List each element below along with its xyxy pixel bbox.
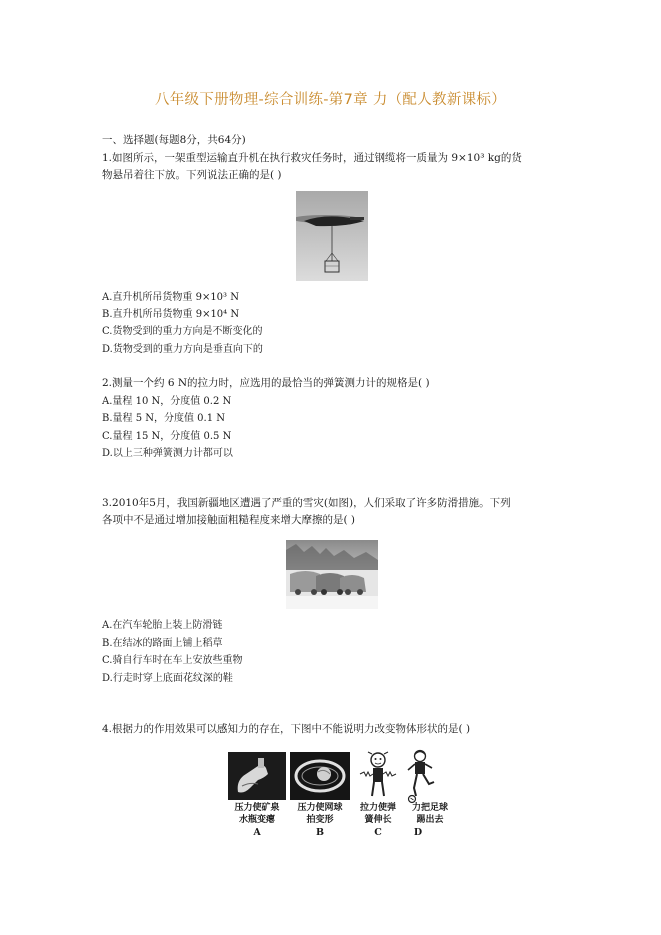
q1-stem-line2: 物悬吊着往下放。下列说法正确的是( )	[102, 169, 282, 181]
figure-c-spring-image	[356, 750, 400, 802]
document-title: 八年级下册物理-综合训练-第7章 力（配人教新课标）	[154, 92, 507, 108]
q4-stem: 4.根据力的作用效果可以感知力的存在，下图中不能说明力改变物体形状的是( )	[102, 723, 471, 735]
q3-stem-line1: 3.2010年5月，我国新疆地区遭遇了严重的雪灾(如图)，人们采取了许多防滑措施。下列	[102, 497, 511, 509]
q3-stem-line2: 各项中不是通过增加接触面粗糙程度来增大摩擦的是( )	[102, 514, 356, 526]
q1-option-c: C.货物受到的重力方向是不断变化的	[102, 326, 263, 337]
figure-a-caption: 压力使矿泉 水瓶变瘪	[234, 803, 280, 825]
figure-d-football-image	[402, 748, 438, 804]
q1-option-b: B.直升机所吊货物重 9×10⁴ N	[102, 309, 240, 320]
snow-disaster-image	[286, 540, 378, 609]
q2-option-c: C.量程 15 N，分度值 0.5 N	[102, 431, 232, 442]
figure-d-letter: D	[413, 827, 423, 838]
q1-option-d: D.货物受到的重力方向是垂直向下的	[102, 344, 263, 355]
q1-option-a: A.直升机所吊货物重 9×10³ N	[102, 292, 239, 303]
helicopter-image	[296, 191, 368, 281]
q3-option-c: C.骑自行车时在车上安放些重物	[102, 655, 243, 666]
q2-option-b: B.量程 5 N，分度值 0.1 N	[102, 413, 226, 424]
figure-c-letter: C	[374, 827, 382, 838]
figure-a-bottle-image	[228, 752, 286, 800]
q1-stem-line1: 1.如图所示，一架重型运输直升机在执行救灾任务时，通过钢缆将一质量为 9×10³ kg的货	[102, 152, 522, 164]
q3-option-d: D.行走时穿上底面花纹深的鞋	[102, 673, 233, 684]
q3-option-a: A.在汽车轮胎上装上防滑链	[102, 620, 223, 631]
figure-b-racket-image	[290, 752, 350, 800]
figure-d-caption: 力把足球 踢出去	[411, 803, 448, 825]
figure-a-letter: A	[253, 827, 261, 838]
q2-option-a: A.量程 10 N，分度值 0.2 N	[102, 396, 232, 407]
section-header: 一、选择题(每题8分，共64分)	[102, 134, 246, 146]
q3-option-b: B.在结冰的路面上铺上稻草	[102, 638, 223, 649]
q2-stem: 2.测量一个约 6 N的拉力时，应选用的最恰当的弹簧测力计的规格是( )	[102, 377, 430, 389]
figure-b-caption: 压力使网球 拍变形	[297, 803, 343, 825]
figure-b-letter: B	[315, 827, 325, 838]
q2-option-d: D.以上三种弹簧测力计都可以	[102, 448, 233, 459]
figure-c-caption: 拉力使弹 簧伸长	[359, 803, 396, 825]
